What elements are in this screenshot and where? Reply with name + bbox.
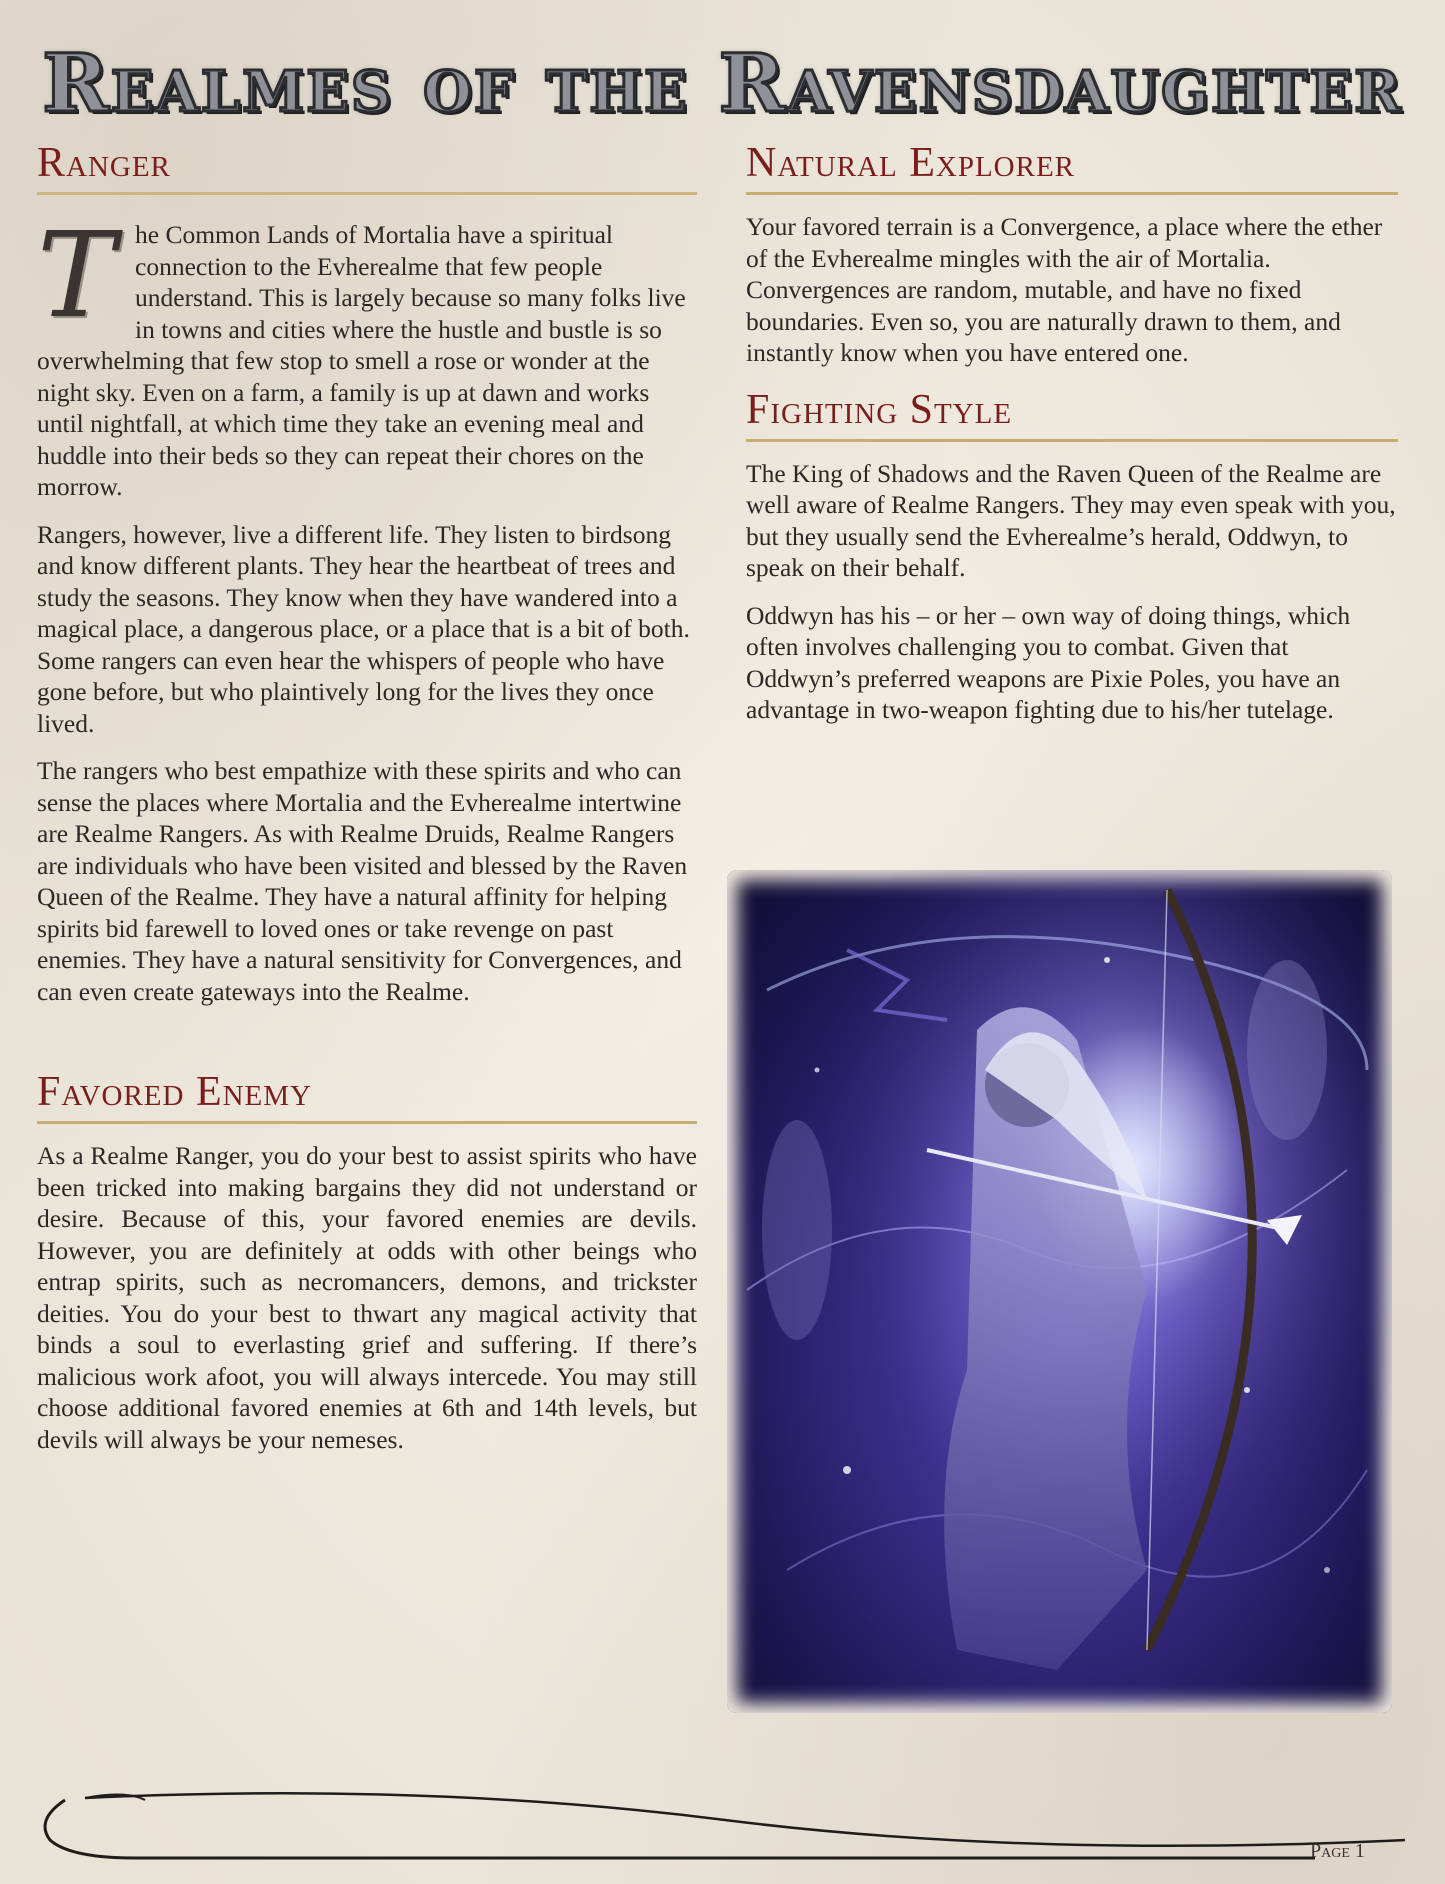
page-number: Page 1	[1310, 1840, 1365, 1862]
ranger-paragraph-1	[37, 206, 697, 503]
favored-enemy-section	[37, 1069, 697, 1455]
footer-flourish	[25, 1780, 1420, 1880]
ranger-paragraph-1-text: he Common Lands of Mortalia have a spiritual connection to the Evherealme that few people understand. This is largely because so many folks live in towns and cities where the hustle and bustle is so overwhelming that few stop to smell a rose or wonder at the night sky. Even on a farm, a family is up at dawn and works until nightfall, at which time they take an evening meal and huddle into their beds so they can repeat their chores on the morrow.	[37, 220, 686, 502]
natural-explorer-paragraph: Your favored terrain is a Convergence, a place where the ether of the Evherealme mingles with the air of Mortalia. Convergences are random, mutable, and have no fixed boundaries. Even so, you are naturally drawn to them, and instantly know when you have entered one.	[746, 212, 1383, 368]
left-column	[37, 140, 697, 1471]
ranger-heading-rule	[37, 192, 697, 195]
ranger-paragraph-2: Rangers, however, live a different life. They listen to birdsong and know different plants. They hear the heartbeat of trees and study the seasons. They know when they have wandered into a magical place, a dangerous place, or a place that is a bit of both. Some rangers can even hear the whispers of people who have gone before, but who plaintively long for the lives they once lived.	[37, 519, 690, 738]
ranger-illustration-svg	[727, 870, 1392, 1713]
favored-enemy-paragraph: As a Realme Ranger, you do your best to assist spirits who have been tricked into making bargains they did not understand or desire. Because of this, your favored enemies are devils. However, you are definitely at odds with other beings who entrap spirits, such as necromancers, demons, and trickster deities. You do your best to thwart any magical activity that binds a soul to everlasting grief and suffering. If there’s malicious work afoot, you will always intercede. You may still choose additional favored enemies at 6th and 14th levels, but devils will always be your nemeses.	[37, 1141, 697, 1454]
fighting-style-paragraph-2: Oddwyn has his – or her – own way of doing things, which often involves challenging you to combat. Given that Oddwyn’s preferred weapons are Pixie Poles, you have an advantage in two-weapon fighting due to his/her tutelage.	[746, 600, 1351, 725]
drop-cap: T	[37, 206, 116, 345]
page-title-text: Realmes of the Ravensdaughter	[42, 36, 1403, 130]
ranger-section	[37, 140, 697, 1007]
right-column	[746, 140, 1398, 742]
fighting-style-heading: Fighting Style	[746, 386, 1013, 433]
ranger-illustration	[727, 870, 1392, 1713]
ranger-paragraph-3: The rangers who best empathize with these spirits and who can sense the places where Mortalia and the Evherealme intertwine are Realme Rangers. As with Realme Druids, Realme Rangers are individuals who have been visited and blessed by the Raven Queen of the Realme. They have a natural affinity for helping spirits bid farewell to loved ones or take revenge on past enemies. They have a natural sensitivity for Convergences, and can even create gateways into the Realme.	[37, 756, 688, 1006]
favored-enemy-rule	[37, 1121, 697, 1124]
fighting-style-rule	[746, 439, 1398, 442]
natural-explorer-section	[746, 140, 1398, 369]
natural-explorer-heading: Natural Explorer	[746, 140, 1076, 186]
natural-explorer-rule	[746, 192, 1398, 195]
fighting-style-paragraph-1: The King of Shadows and the Raven Queen of the Realme are well aware of Realme Rangers. They may even speak with you, but they usually send the Evherealme’s herald, Oddwyn, to speak on their behalf.	[746, 458, 1396, 583]
fighting-style-section	[746, 387, 1398, 726]
favored-enemy-heading: Favored Enemy	[37, 1069, 312, 1116]
ranger-heading: Ranger	[37, 140, 171, 186]
page-title	[0, 28, 1445, 138]
